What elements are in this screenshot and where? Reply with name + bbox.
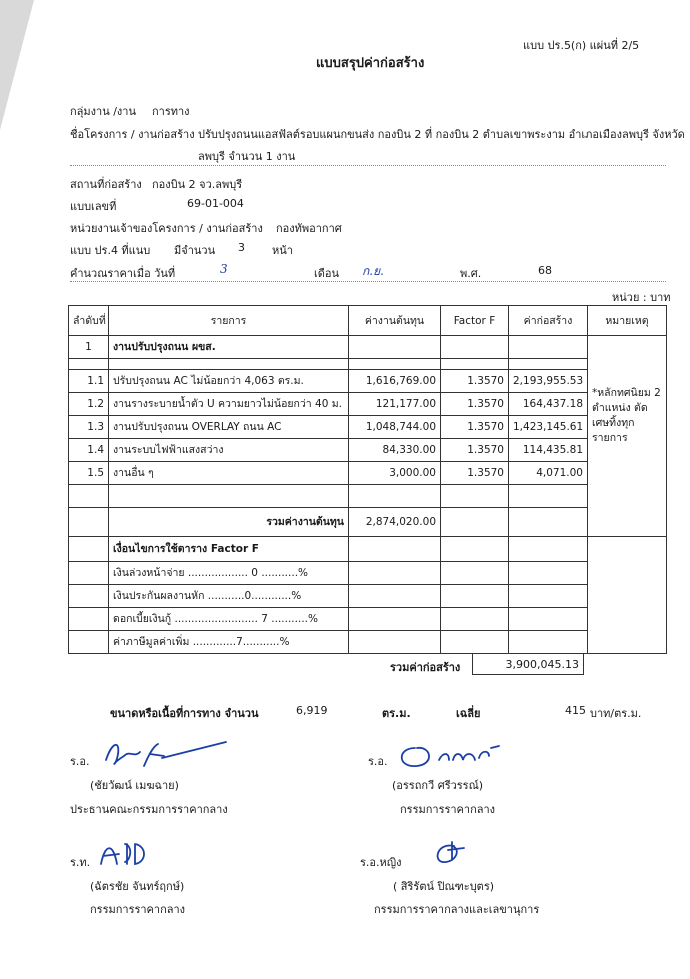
grand-total-label: รวมค่าก่อสร้าง: [390, 661, 461, 674]
area-unit: ตร.ม.: [382, 707, 411, 720]
project-label: ชื่อโครงการ / งานก่อสร้าง: [70, 128, 195, 141]
section-number: 1: [69, 336, 109, 359]
group-label: กลุ่มงาน /งาน: [70, 105, 136, 118]
factor-condition-row: [69, 585, 667, 608]
signer-role: กรรมการราคากลาง: [90, 903, 186, 916]
spacer-row: [69, 359, 667, 370]
row-factor: 1.3570: [441, 393, 509, 416]
row-number: 1.1: [69, 370, 109, 393]
signature-rank: ร.อ.: [368, 755, 388, 768]
header-factor: Factor F: [441, 306, 509, 336]
site-label: สถานที่ก่อสร้าง: [70, 178, 142, 191]
factor-condition: ค่าภาษีมูลค่าเพิ่ม .............7...........%: [109, 631, 349, 654]
project-name-line1: ปรับปรุงถนนแอสฟัลต์รอบแผนกขนส่ง กองบิน 2 ที่ กองบิน 2 ตำบลเขาพระงาม อำเภอเมืองลพบุรี จังหวัด: [198, 128, 685, 141]
subtotal-row: [69, 508, 667, 537]
header-note: หมายเหตุ: [588, 306, 667, 336]
header-item: รายการ: [109, 306, 349, 336]
section-title: งานปรับปรุงถนน ผขส.: [109, 336, 349, 359]
pr4-count: 3: [238, 241, 245, 254]
divider: [70, 165, 666, 166]
average-unit: บาท/ตร.ม.: [590, 707, 642, 720]
factor-condition-row: [69, 631, 667, 654]
signature-mark: [95, 838, 155, 870]
pr4-unit: หน้า: [272, 244, 293, 257]
row-cost: 1,048,744.00: [349, 416, 441, 439]
signer-name: (ฉัตรชัย จันทร์ฤกษ์): [90, 880, 185, 893]
row-item: งานระบบไฟฟ้าแสงสว่าง: [109, 439, 349, 462]
site-value: กองบิน 2 จว.ลพบุรี: [152, 178, 243, 191]
header-cost: ค่างานต้นทุน: [349, 306, 441, 336]
row-total: 2,193,955.53: [509, 370, 588, 393]
signer-name: (อรรถกวี ศรีวรรณ์): [392, 779, 484, 792]
row-total: 114,435.81: [509, 439, 588, 462]
average-value: 415: [565, 704, 586, 717]
area-label: ขนาดหรือเนื้อที่การทาง จำนวน: [110, 707, 259, 720]
form-reference: แบบ ปร.5(ก) แผ่นที่ 2/5: [523, 39, 640, 52]
row-cost: 1,616,769.00: [349, 370, 441, 393]
row-number: 1.4: [69, 439, 109, 462]
factor-title-row: [69, 537, 667, 562]
table-row: [69, 416, 667, 439]
row-cost: 121,177.00: [349, 393, 441, 416]
average-label: เฉลี่ย: [456, 707, 481, 720]
pr4-label: แบบ ปร.4 ที่แนบ: [70, 244, 151, 257]
row-cost: 3,000.00: [349, 462, 441, 485]
row-factor: 1.3570: [441, 370, 509, 393]
signature-mark: [98, 736, 233, 774]
calc-month: ก.ย.: [362, 264, 384, 278]
signer-role: กรรมการราคากลางและเลขานุการ: [374, 903, 540, 916]
factor-condition: เงินล่วงหน้าจ่าย .................. 0 ...........%: [109, 562, 349, 585]
table-header-row: [69, 306, 667, 336]
row-total: 164,437.18: [509, 393, 588, 416]
table-row: [69, 370, 667, 393]
subtotal-label: รวมค่างานต้นทุน: [109, 508, 349, 537]
form-number-value: 69-01-004: [187, 197, 244, 210]
signature-mark: [395, 738, 505, 772]
signer-name: (ชัยวัฒน์ เมฆฉาย): [90, 779, 179, 792]
subtotal-value: 2,874,020.00: [349, 508, 441, 537]
signer-name: ( สิริรัตน์ ปิณฑะบุตร): [393, 880, 495, 893]
row-number: 1.3: [69, 416, 109, 439]
signature-rank: ร.อ.หญิง: [360, 856, 402, 869]
row-factor: 1.3570: [441, 416, 509, 439]
factor-condition: ดอกเบี้ยเงินกู้ ......................... 7 ...........%: [109, 608, 349, 631]
calc-date-label: คำนวณราคาเมื่อ วันที่: [70, 267, 176, 280]
row-factor: 1.3570: [441, 462, 509, 485]
unit-note: หน่วย : บาท: [612, 291, 671, 304]
cost-summary-table: [68, 305, 667, 654]
factor-condition: เงินประกันผลงานหัก ...........0............%: [109, 585, 349, 608]
row-factor: 1.3570: [441, 439, 509, 462]
row-number: 1.2: [69, 393, 109, 416]
agency-value: กองทัพอากาศ: [276, 222, 342, 235]
signer-role: กรรมการราคากลาง: [400, 803, 496, 816]
group-value: การทาง: [152, 105, 190, 118]
table-row: [69, 393, 667, 416]
divider: [70, 281, 666, 282]
project-name-line2: ลพบุรี จำนวน 1 งาน: [198, 150, 296, 163]
year-label: พ.ศ.: [460, 267, 482, 280]
row-number: 1.5: [69, 462, 109, 485]
row-item: งานปรับปรุงถนน OVERLAY ถนน AC: [109, 416, 349, 439]
row-item: งานรางระบายน้ำตัว U ความยาวไม่น้อยกว่า 40 ม.: [109, 393, 349, 416]
row-cost: 84,330.00: [349, 439, 441, 462]
table-row: [69, 439, 667, 462]
form-number-label: แบบเลขที่: [70, 200, 117, 213]
row-total: 1,423,145.61: [509, 416, 588, 439]
month-label: เดือน: [314, 267, 340, 280]
section-row: [69, 336, 667, 359]
area-value: 6,919: [296, 704, 328, 717]
factor-condition-row: [69, 562, 667, 585]
page-corner-shadow: [0, 0, 34, 130]
factor-condition-row: [69, 608, 667, 631]
signer-role: ประธานคณะกรรมการราคากลาง: [70, 803, 228, 816]
calc-year: 68: [538, 264, 552, 277]
signature-rank: ร.ท.: [70, 856, 91, 869]
row-total: 4,071.00: [509, 462, 588, 485]
factor-conditions-title: เงื่อนไขการใช้ตาราง Factor F: [109, 537, 349, 562]
header-total: ค่าก่อสร้าง: [509, 306, 588, 336]
calc-day: 3: [220, 262, 228, 276]
agency-label: หน่วยงานเจ้าของโครงการ / งานก่อสร้าง: [70, 222, 263, 235]
header-no: ลำดับที่: [69, 306, 109, 336]
page-title: แบบสรุปค่าก่อสร้าง: [316, 56, 425, 71]
empty-row: [69, 485, 667, 508]
pr4-count-label: มีจำนวน: [174, 244, 216, 257]
remark-note: *หลักทศนิยม 2 ตำแหน่ง ตัดเศษทิ้งทุกรายการ: [588, 336, 667, 537]
table-row: [69, 462, 667, 485]
signature-mark: [430, 838, 470, 868]
row-item: งานอื่น ๆ: [109, 462, 349, 485]
grand-total-value: 3,900,045.13: [472, 653, 584, 675]
row-item: ปรับปรุงถนน AC ไม่น้อยกว่า 4,063 ตร.ม.: [109, 370, 349, 393]
signature-rank: ร.อ.: [70, 755, 90, 768]
